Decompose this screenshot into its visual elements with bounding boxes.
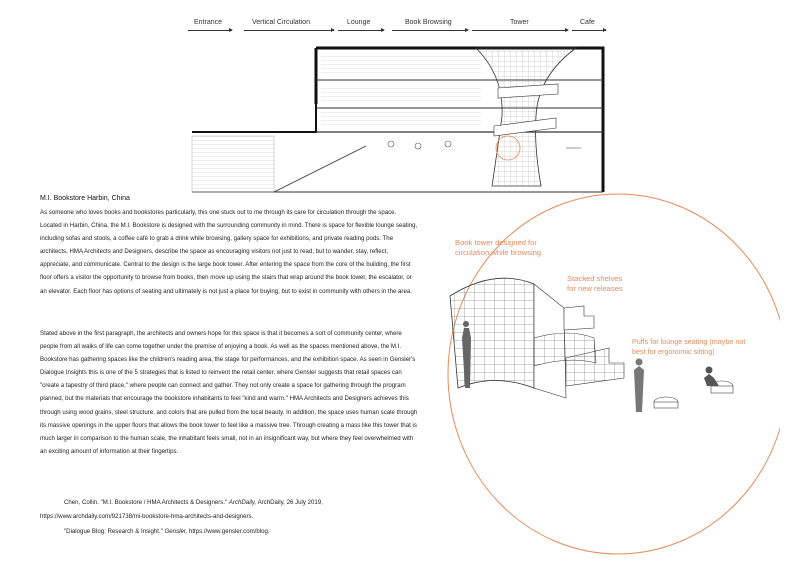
zone-label-cafe: Cafe bbox=[580, 19, 595, 26]
note-line: Puffs for lounge seating (maybe not bbox=[632, 337, 746, 346]
zone-label-tower: Tower bbox=[510, 19, 529, 26]
zone-arrow-lounge bbox=[338, 30, 384, 31]
note-book-tower bbox=[455, 238, 541, 258]
paragraph-1: As someone who loves books and bookstores particularly, this one stuck out to me through its care for circulation through the space. Located in Harbin, China, the M.I. Bookstore is designed with the surrounding community in mind. There is space for flexible lounge seating, including sofas and stools, a coffee café to grab a drink while browsing, gallery space for exhibitions, and private reading pods. The architects, HMA Architects and Designers, describe the space as encouraging visitors not just to read, but to wander, stay, reflect, appreciate, and communicate. Central to the design is the large book tower. After entering the space from the core of the building, the first floor offers a visitor the opportunity to browse from books, then move up using the stairs that wrap around the book tower, the escalator, or an elevator. Each floor has options of seating and ultimately is not just a place for buying, but to exist in community with others in the area. bbox=[40, 209, 418, 295]
paragraph-2: Stated above in the first paragraph, the architects and owners hope for this space is that it becomes a sort of community center, where people from all walks of life can come together under the premise of enjoying a book. As well as the spaces mentioned above, the M.I. Bookstore has gathering spaces like the children's reading area, the stage for performances, and the exhibition space. As seen in Gensler's Dialogue Insights this is one of the 5 strategies that is listed to reinvent the retail center, where Gensler suggests that retail spaces can "create a tapestry of third place," where people can connect and gather. They not only create a space for gathering through the program planned, but the materials that encourage the bookstore inhabitants to feel "kind and warm." HMA Architects and Designers achieves this through using wood grains, steel structure, and colors that are pulled from the local beauty. In addition, the space uses human scale through its massive openings in the upper floors that allows the book tower to feel like a massive tree. Through creating a mass like this tower that is much larger in comparison to the human scale, the inhabitant feels small, not in an insignificant way, but where they feel overwhelmed with an exciting amount of information at their fingertips. bbox=[40, 330, 418, 455]
reference-1-url: https://www.archdaily.com/921738/mi-bookstore-hma-architects-and-designers. bbox=[40, 513, 254, 520]
reference-text: Chen, Collin. "M.I. Bookstore / HMA Architects & Designers." bbox=[64, 499, 228, 506]
zone-arrow-book-browsing bbox=[392, 30, 468, 31]
reference-2 bbox=[64, 525, 270, 538]
zone-arrow-tower bbox=[472, 30, 568, 31]
note-line: circulation while browsing bbox=[455, 248, 542, 257]
zone-arrow-vertical-circulation bbox=[244, 30, 334, 31]
note-line: for new releases bbox=[567, 284, 623, 293]
reference-source: ArchDaily, bbox=[228, 499, 257, 506]
building-section-drawing bbox=[186, 36, 606, 196]
note-puffs bbox=[632, 337, 745, 357]
reference-text: ArchDaily, 26 July 2019, bbox=[257, 499, 323, 506]
note-line: best for ergonomic sitting) bbox=[632, 347, 715, 356]
zone-label-vertical-circulation: Vertical Circulation bbox=[252, 19, 310, 26]
zone-label-book-browsing: Book Browsing bbox=[405, 19, 452, 26]
note-stacked-shelves bbox=[567, 274, 623, 294]
reference-source: Gensler, bbox=[164, 528, 188, 535]
reference-text: "Dialogue Blog: Research & Insight." bbox=[64, 528, 163, 535]
reference-1 bbox=[64, 496, 323, 509]
zone-label-lounge: Lounge bbox=[347, 19, 371, 26]
note-line: Stacked shelves bbox=[567, 274, 623, 283]
note-line: Book tower designed for bbox=[455, 238, 537, 247]
zone-label-entrance: Entrance bbox=[194, 19, 223, 26]
page-title: M.I. Bookstore Harbin, China bbox=[40, 195, 130, 202]
reference-text: https://www.gensler.com/blog. bbox=[188, 528, 270, 535]
zone-arrow-cafe bbox=[572, 30, 606, 31]
zone-arrow-entrance bbox=[188, 30, 232, 31]
